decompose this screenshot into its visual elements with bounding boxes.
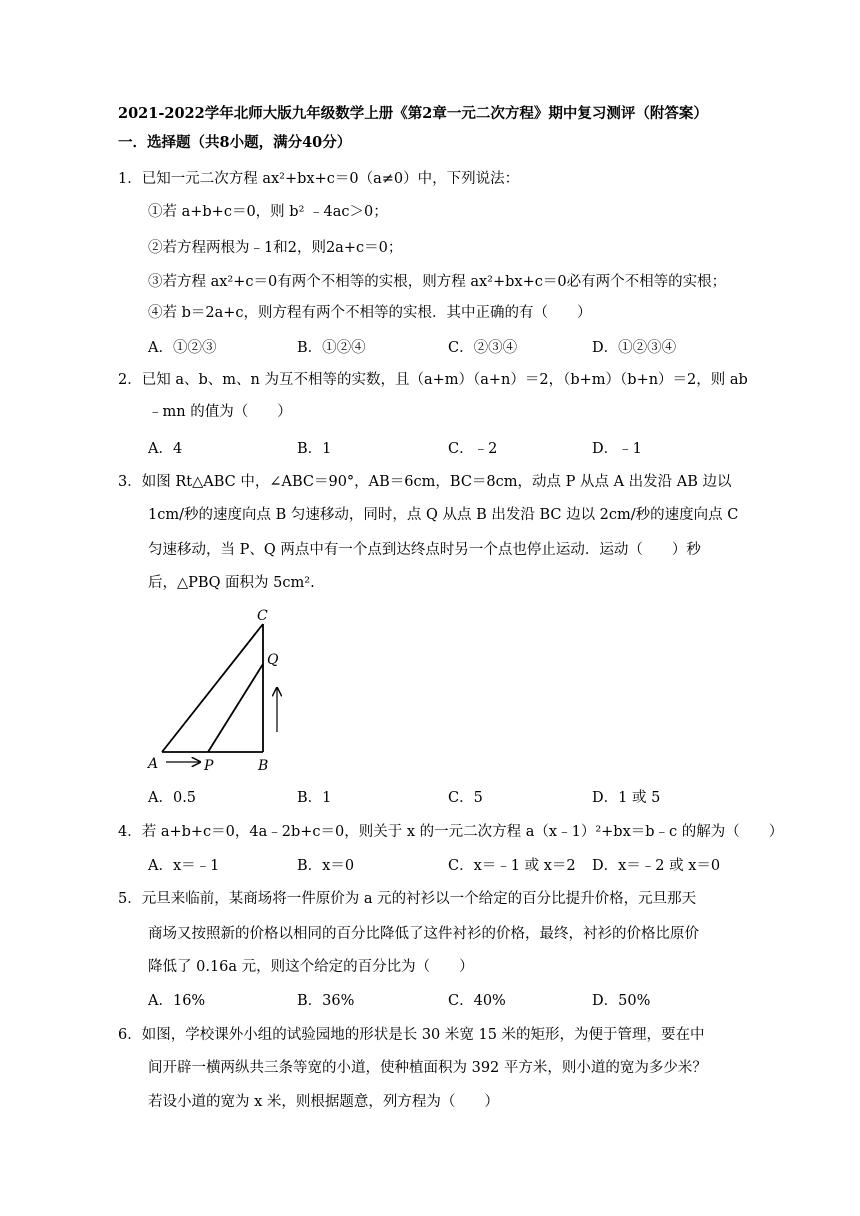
q3-option-c: C．5 xyxy=(448,790,483,806)
q5-line-1: 5．元旦来临前，某商场将一件原价为 a 元的衬衫以一个给定的百分比提升价格，元旦那天 xyxy=(118,891,697,907)
q2-option-d: D．﹣1 xyxy=(592,441,642,457)
q3-line-2: 1cm/秒的速度向点 B 匀速移动，同时，点 Q 从点 B 出发沿 BC 边以 2cm/秒的速度向点 C xyxy=(148,507,739,523)
q3-option-d: D．1 或 5 xyxy=(592,790,661,806)
q6-line-2: 间开辟一横两纵共三条等宽的小道，使种植面积为 392 平方米，则小道的宽为多少米？ xyxy=(148,1060,707,1076)
q3-line-4: 后，△PBQ 面积为 5cm². xyxy=(148,575,315,591)
section-heading: 一．选择题（共8小题，满分40分） xyxy=(118,134,352,151)
q4-line-1: 4．若 a+b+c＝0，4a﹣2b+c＝0，则关于 x 的一元二次方程 a（x﹣1）²+bx＝b﹣c 的解为（ ） xyxy=(118,824,784,840)
q1-statement-2: ②若方程两根为﹣1和2，则2a+c＝0； xyxy=(148,240,403,256)
q1-statement-4: ④若 b＝2a+c，则方程有两个不相等的实根．其中正确的有（ ） xyxy=(148,305,592,321)
q3-option-a: A．0.5 xyxy=(148,790,197,806)
q4-option-b: B．x＝0 xyxy=(297,858,355,874)
q3-line-3: 匀速移动，当 P、Q 两点中有一个点到达终点时另一个点也停止运动．运动（ ）秒 xyxy=(148,542,701,558)
triangle-figure xyxy=(140,602,300,782)
q1-option-a: A．①②③ xyxy=(148,340,217,356)
label-a: A xyxy=(148,756,159,772)
q2-option-a: A．4 xyxy=(148,441,183,457)
q6-line-1: 6．如图，学校课外小组的试验园地的形状是长 30 米宽 15 米的矩形，为便于管理，要在中 xyxy=(118,1027,705,1043)
q5-line-3: 降低了 0.16a 元，则这个给定的百分比为（ ） xyxy=(148,959,474,975)
q3-option-b: B．1 xyxy=(297,790,332,806)
q5-line-2: 商场又按照新的价格以相同的百分比降低了这件衬衫的价格，最终，衬衫的价格比原价 xyxy=(148,926,699,942)
label-c: C xyxy=(257,608,268,624)
q5-option-a: A．16% xyxy=(148,993,206,1009)
q1-option-d: D．①②③④ xyxy=(592,340,677,356)
q1-option-b: B．①②④ xyxy=(297,340,366,356)
q2-line-1: 2．已知 a、b、m、n 为互不相等的实数，且（a+m）（a+n）＝2，（b+m）（b+n）＝2，则 ab xyxy=(118,372,748,388)
document-title: 2021-2022学年北师大版九年级数学上册《第2章一元二次方程》期中复习测评（附答案） xyxy=(118,105,708,122)
q4-option-c: C．x＝﹣1 或 x＝2 xyxy=(448,858,576,874)
q1-stem: 1．已知一元二次方程 ax²+bx+c＝0（a≠0）中，下列说法： xyxy=(118,171,520,187)
q4-option-d: D．x＝﹣2 或 x＝0 xyxy=(592,858,721,874)
segment-pq xyxy=(208,664,263,752)
q5-option-d: D．50% xyxy=(592,993,651,1009)
q6-line-3: 若设小道的宽为 x 米，则根据题意，列方程为（ ） xyxy=(148,1094,499,1110)
q3-line-1: 3．如图 Rt△ABC 中，∠ABC＝90°，AB＝6cm，BC＝8cm，动点 P 从点 A 出发沿 AB 边以 xyxy=(118,474,732,490)
label-q: Q xyxy=(267,652,279,668)
q1-statement-3: ③若方程 ax²+c＝0有两个不相等的实根，则方程 ax²+bx+c＝0必有两个不相等的实根； xyxy=(148,274,727,290)
q5-option-b: B．36% xyxy=(297,993,355,1009)
q2-option-c: C．﹣2 xyxy=(448,441,498,457)
q1-statement-1: ①若 a+b+c＝0，则 b² ﹣4ac＞0； xyxy=(148,204,388,220)
q4-option-a: A．x＝﹣1 xyxy=(148,858,220,874)
q2-option-b: B．1 xyxy=(297,441,332,457)
q1-option-c: C．②③④ xyxy=(448,340,518,356)
label-b: B xyxy=(258,758,269,774)
q2-line-2: ﹣mn 的值为（ ） xyxy=(148,404,292,420)
label-p: P xyxy=(204,758,214,774)
q5-option-c: C．40% xyxy=(448,993,506,1009)
